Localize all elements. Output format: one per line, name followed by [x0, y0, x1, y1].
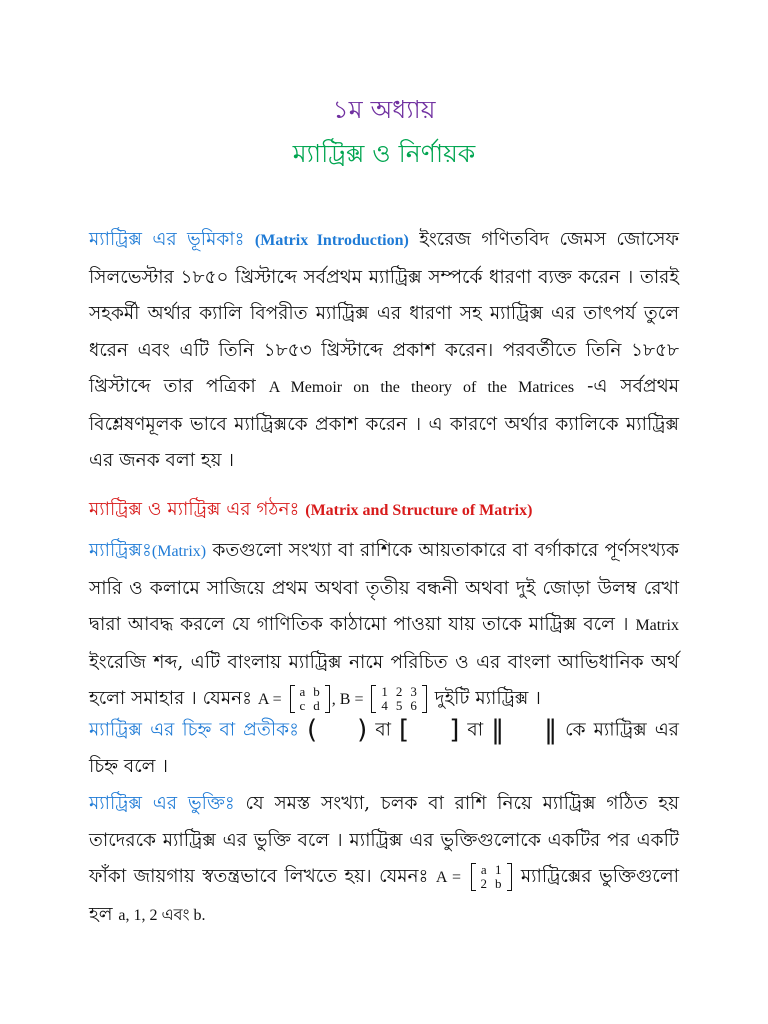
structure-heading-bn: ম্যাট্রিক্স ও ম্যাট্রিক্স এর গঠনঃ: [89, 499, 300, 520]
a-equals: A =: [257, 691, 282, 708]
double-bar-close-symbol: ‖: [544, 715, 558, 745]
definition-text-a: কতগুলো সংখ্যা বা রাশিকে আয়তাকারে বা বর্গাকারে পূর্ণসংখ্যক সারি ও কলামে সাজিয়ে প্রথম অথবা তৃতীয় বন্ধনী অথবা দুই জোড়া উলম্ব রেখা দ্বারা আবদ্ধ করলে যে গাণিতিক কাঠামো পাওয়া যায় তাকে মাট্রিক্স বলে ।: [89, 540, 679, 635]
elements-text-b: ম্যাট্রিক্সের ভুক্তিগুলো হল: [89, 866, 679, 925]
definition-label: ম্যাট্রিক্সঃ: [89, 540, 152, 561]
matrix-cell: 4: [381, 698, 388, 713]
bracket-close-symbol: ]: [449, 715, 460, 745]
matrix-cell: 2: [480, 876, 487, 891]
intro-paragraph: [89, 222, 679, 480]
matrix-cell: a: [480, 862, 487, 877]
matrix-cell: b: [313, 684, 320, 699]
symbol-label: ম্যাট্রিক্স এর চিহ্ন বা প্রতীকঃ: [89, 719, 299, 741]
elements-paragraph: [89, 786, 679, 934]
elements-a-equals: A =: [435, 869, 462, 886]
matrix-cell: 2: [395, 684, 403, 699]
matrix-a: [290, 685, 330, 713]
matrix-cell: d: [313, 698, 320, 713]
structure-heading-en: (Matrix and Structure of Matrix): [305, 502, 533, 519]
paren-close-symbol: ): [357, 715, 368, 745]
symbol-or-1: বা: [367, 719, 400, 741]
symbol-text: কে ম্যাট্রিক্স এর চিহ্ন বলে ।: [89, 719, 679, 777]
matrix-cell: a: [299, 684, 306, 699]
matrix-b: [371, 685, 427, 713]
matrix-cell: 5: [395, 698, 403, 713]
symbol-paragraph: [89, 712, 679, 785]
matrix-cell: 1: [495, 862, 502, 877]
matrix-cell: c: [299, 698, 306, 713]
intro-text-b: -এ সর্বপ্রথম বিশ্লেষণমূলক ভাবে ম্যাট্রিক্সকে প্রকাশ করেন । এ কারণে অর্থার ক্যালিকে ম্যাট্রিক্স এর জনক বলা হয় ।: [89, 376, 679, 471]
matrix-cell: 1: [381, 684, 388, 699]
definition-text-b: ইংরেজি শব্দ, এটি বাংলায় ম্যাট্রিক্স নামে পরিচিত ও এর বাংলা আভিধানিক অর্থ হলো সমাহার । যেমনঃ: [89, 651, 679, 709]
chapter-number: ১ম অধ্যায়: [332, 95, 436, 124]
definition-label-en: (Matrix): [151, 543, 207, 560]
chapter-title: ম্যাট্রিক্স ও নির্ণায়ক: [292, 139, 476, 168]
memoir-title: A Memoir on the theory of the Matrices: [268, 379, 575, 396]
double-bar-open-symbol: ‖: [491, 715, 505, 745]
structure-heading: [89, 492, 679, 530]
elements-list: a, 1, 2 এবং b.: [118, 906, 206, 924]
definition-text-c: দুইটি ম্যাট্রিক্স ।: [428, 688, 541, 709]
matrix-cell: 3: [410, 684, 417, 699]
matrix-cell: 6: [410, 698, 417, 713]
elements-label: ম্যাট্রিক্স এর ভুক্তিঃ: [89, 793, 235, 814]
definition-paragraph: [89, 533, 679, 719]
intro-heading: ম্যাট্রিক্স এর ভূমিকাঃ: [89, 229, 245, 250]
b-equals: , B =: [331, 691, 364, 708]
paren-open-symbol: (: [306, 715, 318, 745]
intro-heading-en: (Matrix Introduction): [254, 232, 409, 249]
elements-text-a: যে সমস্ত সংখ্যা, চলক বা রাশি নিয়ে ম্যাট্রিক্স গঠিত হয় তাদেরকে ম্যাট্রিক্স এর ভুক্তি বলে । ম্যাট্রিক্স এর ভুক্তিগুলোকে একটির পর একটি ফাঁকা জায়গায় স্বতন্ত্রভাবে লিখতে হয়। যেমনঃ: [89, 793, 679, 887]
symbol-or-2: বা: [459, 719, 492, 741]
matrix-cell: b: [495, 876, 502, 891]
bracket-open-symbol: [: [399, 715, 410, 745]
matrix-word: Matrix: [635, 617, 679, 634]
intro-text-a: ইংরেজ গণিতবিদ জেমস জোসেফ সিলভেস্টার ১৮৫০ খ্রিস্টাব্দে সর্বপ্রথম ম্যাট্রিক্স সম্পর্কে ধারণা ব্যক্ত করেন । তারই সহকর্মী অর্থার ক্যালি বিপরীত ম্যাট্রিক্স এর ধারণা সহ ম্যাট্রিক্স এর তাৎপর্য তুলে ধরেন এবং এটি তিনি ১৮৫৩ খ্রিস্টাব্দে প্রকাশ করেন। পরবর্তীতে তিনি ১৮৫৮ খ্রিস্টাব্দে তার পত্রিকা: [89, 229, 679, 397]
matrix-elements-a: [471, 863, 512, 891]
